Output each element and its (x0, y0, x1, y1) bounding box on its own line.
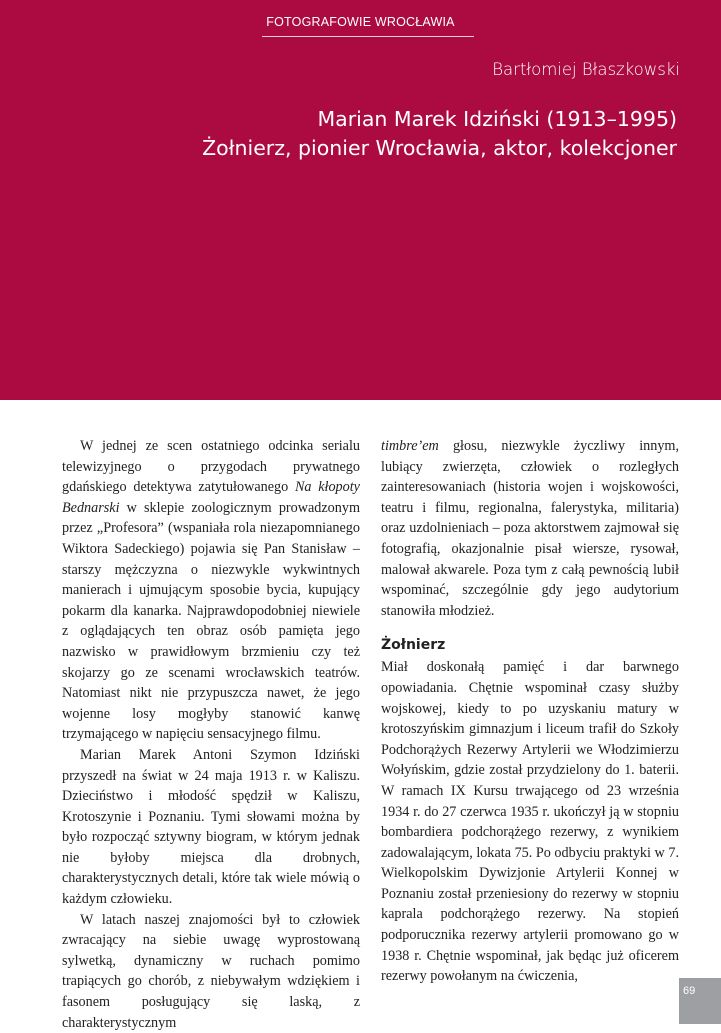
title-line-2: Żołnierz, pionier Wrocławia, aktor, kolekcjoner (202, 136, 677, 160)
paragraph-text: głosu, niezwykle życzliwy innym, lubiący zwierzęta, człowiek o rozległych zainteresowaniach (historia wojen i wojskowości, teatru i filmu, regionalna, falerystyka, militaria) oraz uzdolnieniach – poza aktorstwem zajmował się fotografią, okazjonalnie pisał wiersze, rysował, malował akwarele. Poza tym z całą pewnością lubił wspominać, szczególnie gdy jego audytorium stanowiła młodzież. (381, 438, 679, 619)
series-label: FOTOGRAFOWIE WROCŁAWIA (266, 15, 455, 29)
paragraph: Marian Marek Antoni Szymon Idziński przyszedł na świat w 24 maja 1913 r. w Kaliszu. Dzieciństwo i młodość spędził w Kaliszu, Krotoszynie i Poznaniu. Tymi słowami można by było rozpocząć sztywny biogram, w którym jednak nie byłoby miejsca dla drobnych, charakterystycznych detali, które tak wiele mówią o każdym człowieku. (62, 746, 360, 908)
italic-word: timbre’em (381, 438, 439, 454)
article-title (202, 105, 677, 163)
paragraph (62, 436, 360, 745)
paragraph: W latach naszej znajomości był to człowiek zwracający na siebie uwagę wyprostowaną sylwetką, dynamiczny w ruchach pomimo trapiących go chorób, z niebywałym wdziękiem i fasonem posługujący się laską, z charakterystycznym (62, 911, 360, 1031)
paragraph: Miał doskonałą pamięć i dar barwnego opowiadania. Chętnie wspominał czasy służby wojskowej, kiedy to po uzyskaniu matury w krotoszyńskim gimnazjum i liceum trafił do Szkoły Podchorążych Rezerwy Artylerii we Włodzimierzu Wołyńskim, gdzie został przydzielony do 1. baterii. W ramach IX Kursu trwającego od 23 września 1934 r. do 27 czerwca 1935 r. ukończył ją w stopniu bombardiera podchorążego rezerwy, z wynikiem zadowalającym, lokata 75. Po odbyciu praktyki w 7. Wielkopolskim Dywizjonie Artylerii Konnej w Poznaniu został przeniesiony do rezerwy w stopniu kaprala podchorążego rezerwy. Na stopień podporucznika rezerwy artylerii promowano go w 1938 r. Chętnie wspominał, jak będąc już oficerem rezerwy powołanym na ćwiczenia, (381, 659, 679, 985)
series-divider (262, 36, 474, 37)
series-title-italic: Na kłopoty Bednarski (62, 479, 360, 516)
left-column (62, 436, 360, 1033)
title-line-1: Marian Marek Idziński (1913–1995) (317, 107, 677, 131)
paragraph-text: W jednej ze scen ostatniego odcinka serialu telewizyjnego o przygodach prywatnego gdańskiego detektywa zatytułowanego (62, 438, 360, 496)
page-number: 69 (683, 985, 696, 997)
paragraph (381, 436, 679, 621)
paragraph-text: w sklepie zoologicznym prowadzonym przez „Profesora” (wspaniała rola niezapomnianego Wiktora Sadeckiego) pojawia się Pan Stanisław – starszy mężczyzna o niezwykle wykwintnych manierach i ujmującym sposobie bycia, kupujący pokarm dla kanarka. Najprawdopodobniej niewiele z oglądających ten obraz osób pamięta jego nazwisko w prawidłowym brzmieniu czy też skojarzy go ze scenami wrocławskich teatrów. Natomiast nikt nie przypuszcza nawet, że jego wojenne losy mogłyby stanowić kanwę trzymającego w napięciu sensacyjnego filmu. (62, 499, 360, 743)
section-heading: Żołnierz (381, 637, 446, 654)
right-column (381, 436, 679, 987)
author-name: Bartłomiej Błaszkowski (492, 60, 680, 79)
